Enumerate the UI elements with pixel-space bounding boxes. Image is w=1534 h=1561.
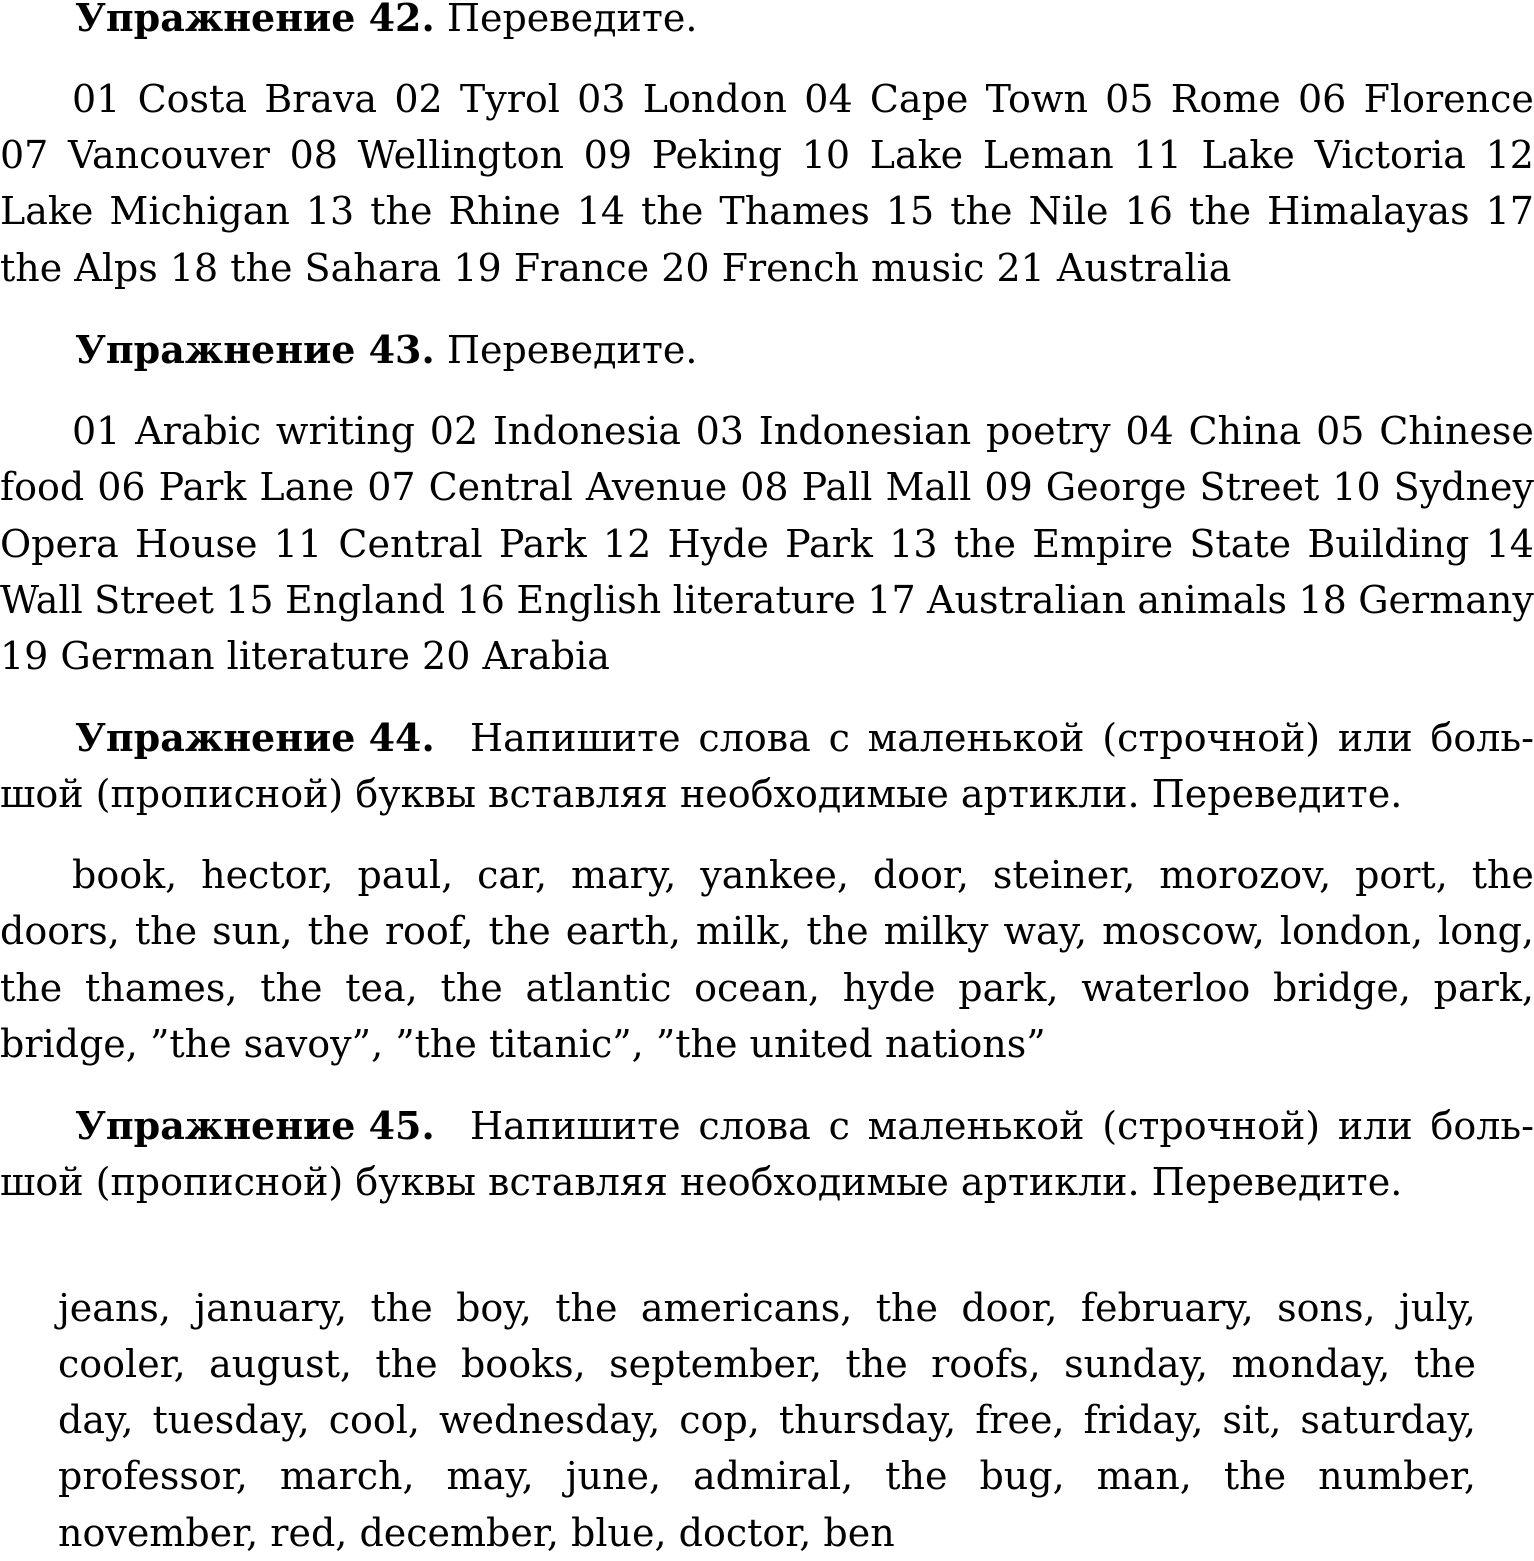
word: doors, <box>0 909 120 953</box>
word: Arabic <box>135 409 262 453</box>
word: cool, <box>328 1398 420 1442</box>
word: Lake <box>1201 133 1295 177</box>
word: (строчной) <box>1102 1104 1321 1148</box>
word: слова <box>698 1104 811 1148</box>
exercise-42-line-1 <box>0 71 1534 127</box>
word: poetry <box>985 409 1111 453</box>
exercise-42-instruction: Переведите. <box>446 0 698 40</box>
word: Tyrol <box>459 77 560 121</box>
word: sun, <box>212 909 293 953</box>
word: Vancouver <box>68 133 270 177</box>
exercise-45-instruction-line-2: шой (прописной) буквы вставляя необходимые артикли. Переведите. <box>0 1160 1403 1204</box>
word: january, <box>194 1286 348 1330</box>
exercise-43-heading <box>0 322 1534 378</box>
word: Building <box>1307 522 1470 566</box>
word: 17 <box>1485 189 1534 233</box>
exercise-44-line-1 <box>0 847 1534 903</box>
exercise-43-label: Упражнение 43. <box>75 327 435 372</box>
word: food <box>0 465 85 509</box>
word: thursday, <box>778 1398 957 1442</box>
word: yankee, <box>700 853 849 897</box>
word: the <box>1223 1454 1287 1498</box>
word: House <box>135 522 258 566</box>
word: 08 <box>289 133 338 177</box>
word: the <box>953 522 1016 566</box>
word: september, <box>609 1342 823 1386</box>
word: Florence <box>1363 77 1534 121</box>
word: literature <box>672 578 856 622</box>
word: the <box>134 909 198 953</box>
word: park, <box>958 966 1059 1010</box>
word: saturday, <box>1300 1398 1476 1442</box>
word: the <box>0 966 63 1010</box>
word: Wellington <box>357 133 564 177</box>
exercise-45-instruction-line-1 <box>0 1098 1534 1154</box>
word: боль- <box>1430 1104 1534 1148</box>
word: professor, <box>58 1454 248 1498</box>
word: paul, <box>357 853 454 897</box>
exercise-45-line-3 <box>58 1392 1476 1448</box>
word: cop, <box>679 1398 760 1442</box>
word: боль- <box>1430 716 1534 760</box>
word: 16 <box>1124 189 1173 233</box>
word: 14 <box>1485 522 1534 566</box>
word: Park <box>158 465 247 509</box>
word: the <box>641 189 704 233</box>
word: 03 <box>695 409 744 453</box>
exercise-44-line-4: bridge, ”the savoy”, ”the titanic”, ”the united nations” <box>0 1022 1046 1066</box>
word: march, <box>279 1454 415 1498</box>
word: animals <box>1137 578 1288 622</box>
exercise-42-line-2 <box>0 127 1534 183</box>
word: morozov, <box>1159 853 1332 897</box>
word: admiral, <box>693 1454 854 1498</box>
word: thames, <box>84 966 238 1010</box>
word: jeans, <box>58 1286 171 1330</box>
word: Pall <box>801 465 873 509</box>
word: the <box>555 1286 618 1330</box>
word: 10 <box>801 133 851 177</box>
word: friday, <box>1083 1398 1204 1442</box>
exercise-45-label: Упражнение 45. <box>75 1103 435 1148</box>
word: cooler, <box>58 1342 186 1386</box>
word: 06 <box>97 465 146 509</box>
word: tea, <box>345 966 418 1010</box>
exercise-42-label: Упражнение 42. <box>75 0 435 40</box>
word: 12 <box>602 522 652 566</box>
word: Rhine <box>448 189 561 233</box>
word: 11 <box>273 522 323 566</box>
word: 04 <box>1125 409 1174 453</box>
word: sunday, <box>1064 1342 1209 1386</box>
word: 11 <box>1133 133 1182 177</box>
word: february, <box>1080 1286 1254 1330</box>
word: Street <box>94 578 214 622</box>
word: moscow, <box>1102 909 1265 953</box>
word: the <box>307 909 370 953</box>
word: bug, <box>979 1454 1065 1498</box>
word: the <box>1471 853 1534 897</box>
word: ocean, <box>694 966 820 1010</box>
exercise-44-line-3 <box>0 960 1534 1016</box>
word: 04 <box>804 77 853 121</box>
word: (строчной) <box>1102 716 1321 760</box>
word: the <box>1188 189 1252 233</box>
exercise-45-line-1 <box>58 1280 1476 1336</box>
word: Peking <box>651 133 783 177</box>
word: Lane <box>259 465 355 509</box>
word: roofs, <box>931 1342 1041 1386</box>
word: Himalayas <box>1267 189 1470 233</box>
word: hector, <box>201 853 334 897</box>
word: London <box>642 77 788 121</box>
word: England <box>285 578 446 622</box>
word: the <box>260 966 323 1010</box>
exercise-45-line-5: november, red, december, blue, doctor, ben <box>58 1511 895 1555</box>
exercise-44-line-2 <box>0 903 1534 959</box>
exercise-44-instruction-line-2: шой (прописной) буквы вставляя необходимые артикли. Переведите. <box>0 772 1403 816</box>
word: с <box>828 716 850 760</box>
word: Park <box>785 522 873 566</box>
word: Germany <box>1358 578 1534 622</box>
word: Напишите <box>470 1104 681 1148</box>
word: или <box>1337 1104 1413 1148</box>
word: 01 <box>72 409 121 453</box>
word: door, <box>961 1286 1058 1330</box>
word: Wall <box>0 578 83 622</box>
word: 17 <box>867 578 916 622</box>
word: Напишите <box>470 716 681 760</box>
exercise-42-line-3 <box>0 183 1534 239</box>
word: 03 <box>577 77 626 121</box>
word: 16 <box>456 578 505 622</box>
word: free, <box>975 1398 1065 1442</box>
word: book, <box>72 853 178 897</box>
word: august, <box>209 1342 352 1386</box>
exercise-43-line-4 <box>0 572 1534 628</box>
word: Lake <box>869 133 964 177</box>
word: man, <box>1096 1454 1192 1498</box>
word: number, <box>1318 1454 1476 1498</box>
word: sons, <box>1277 1286 1376 1330</box>
exercise-44-instruction-line-1 <box>0 710 1534 766</box>
word: Victoria <box>1314 133 1466 177</box>
word: atlantic <box>525 966 672 1010</box>
word: Town <box>985 77 1088 121</box>
word: Central <box>338 522 483 566</box>
word: 08 <box>740 465 789 509</box>
word: the <box>875 1286 938 1330</box>
word: 07 <box>0 133 49 177</box>
word: 18 <box>1298 578 1347 622</box>
word: Brava <box>264 77 378 121</box>
word: door, <box>872 853 969 897</box>
exercise-42-heading <box>0 0 1534 46</box>
word: Empire <box>1032 522 1174 566</box>
word: Hyde <box>667 522 769 566</box>
word: park, <box>1433 966 1534 1010</box>
word: steiner, <box>992 853 1136 897</box>
word: milk, <box>695 909 792 953</box>
word: 10 <box>1332 465 1381 509</box>
word: 13 <box>889 522 938 566</box>
word: Costa <box>137 77 247 121</box>
word: long, <box>1438 909 1534 953</box>
word: 07 <box>367 465 416 509</box>
word: Lake <box>0 189 94 233</box>
word: london, <box>1279 909 1424 953</box>
word: 02 <box>429 409 479 453</box>
word: 01 <box>72 77 121 121</box>
word: маленькой <box>867 716 1085 760</box>
word: English <box>516 578 662 622</box>
word: boy, <box>456 1286 532 1330</box>
word: the <box>440 966 503 1010</box>
word: 14 <box>576 189 626 233</box>
word: monday, <box>1231 1342 1391 1386</box>
word: car, <box>477 853 548 897</box>
word: the <box>806 909 869 953</box>
word: 12 <box>1485 133 1534 177</box>
word: Mall <box>885 465 972 509</box>
word: или <box>1337 716 1413 760</box>
word: roof, <box>384 909 474 953</box>
word: port, <box>1355 853 1448 897</box>
word: 15 <box>885 189 935 233</box>
word: waterloo <box>1081 966 1251 1010</box>
word: 02 <box>394 77 443 121</box>
word: Street <box>1199 465 1320 509</box>
word: milky <box>883 909 989 953</box>
word: the <box>950 189 1013 233</box>
word: way, <box>1003 909 1088 953</box>
word: 15 <box>225 578 274 622</box>
word: Australian <box>927 578 1126 622</box>
word: слова <box>698 716 811 760</box>
word: с <box>828 1104 850 1148</box>
exercise-43-line-3 <box>0 516 1534 572</box>
word: day, <box>58 1398 134 1442</box>
word: the <box>1413 1342 1476 1386</box>
word: Indonesia <box>492 409 681 453</box>
word: China <box>1188 409 1302 453</box>
exercise-43-instruction: Переведите. <box>446 328 698 372</box>
word: Opera <box>0 522 119 566</box>
word: the <box>885 1454 948 1498</box>
word: 05 <box>1316 409 1365 453</box>
word: 09 <box>583 133 632 177</box>
word: tuesday, <box>152 1398 310 1442</box>
word: Chinese <box>1379 409 1534 453</box>
word: may, <box>446 1454 534 1498</box>
word: Indonesian <box>758 409 972 453</box>
exercise-43-line-1 <box>0 403 1534 459</box>
word: State <box>1189 522 1292 566</box>
word: Nile <box>1028 189 1109 233</box>
word: George <box>1045 465 1187 509</box>
word: Thames <box>719 189 870 233</box>
word: 05 <box>1105 77 1154 121</box>
word: hyde <box>842 966 936 1010</box>
word: writing <box>275 409 415 453</box>
word: the <box>375 1342 438 1386</box>
word: wednesday, <box>438 1398 661 1442</box>
word: the <box>488 909 551 953</box>
word: books, <box>460 1342 586 1386</box>
word: sit, <box>1222 1398 1282 1442</box>
word: Sydney <box>1393 465 1534 509</box>
word: june, <box>565 1454 662 1498</box>
word: маленькой <box>867 1104 1085 1148</box>
word: Avenue <box>585 465 728 509</box>
word: Rome <box>1170 77 1281 121</box>
word: 06 <box>1298 77 1347 121</box>
word: july, <box>1398 1286 1476 1330</box>
word: americans, <box>640 1286 853 1330</box>
word: the <box>370 1286 433 1330</box>
word: the <box>845 1342 908 1386</box>
word: bridge, <box>1273 966 1411 1010</box>
exercise-43-line-5: 19 German literature 20 Arabia <box>0 634 610 678</box>
exercise-42-line-4: the Alps 18 the Sahara 19 France 20 French music 21 Australia <box>0 246 1232 290</box>
word: Leman <box>982 133 1114 177</box>
word: the <box>370 189 433 233</box>
word: 09 <box>984 465 1033 509</box>
word: Cape <box>869 77 969 121</box>
exercise-45-line-2 <box>58 1336 1476 1392</box>
exercise-45-line-4 <box>58 1448 1476 1504</box>
exercise-43-line-2 <box>0 459 1534 515</box>
word: Central <box>428 465 573 509</box>
exercise-44-label: Упражнение 44. <box>75 715 435 760</box>
word: Michigan <box>109 189 290 233</box>
word: Park <box>498 522 587 566</box>
word: 13 <box>305 189 355 233</box>
word: mary, <box>570 853 677 897</box>
word: earth, <box>565 909 681 953</box>
